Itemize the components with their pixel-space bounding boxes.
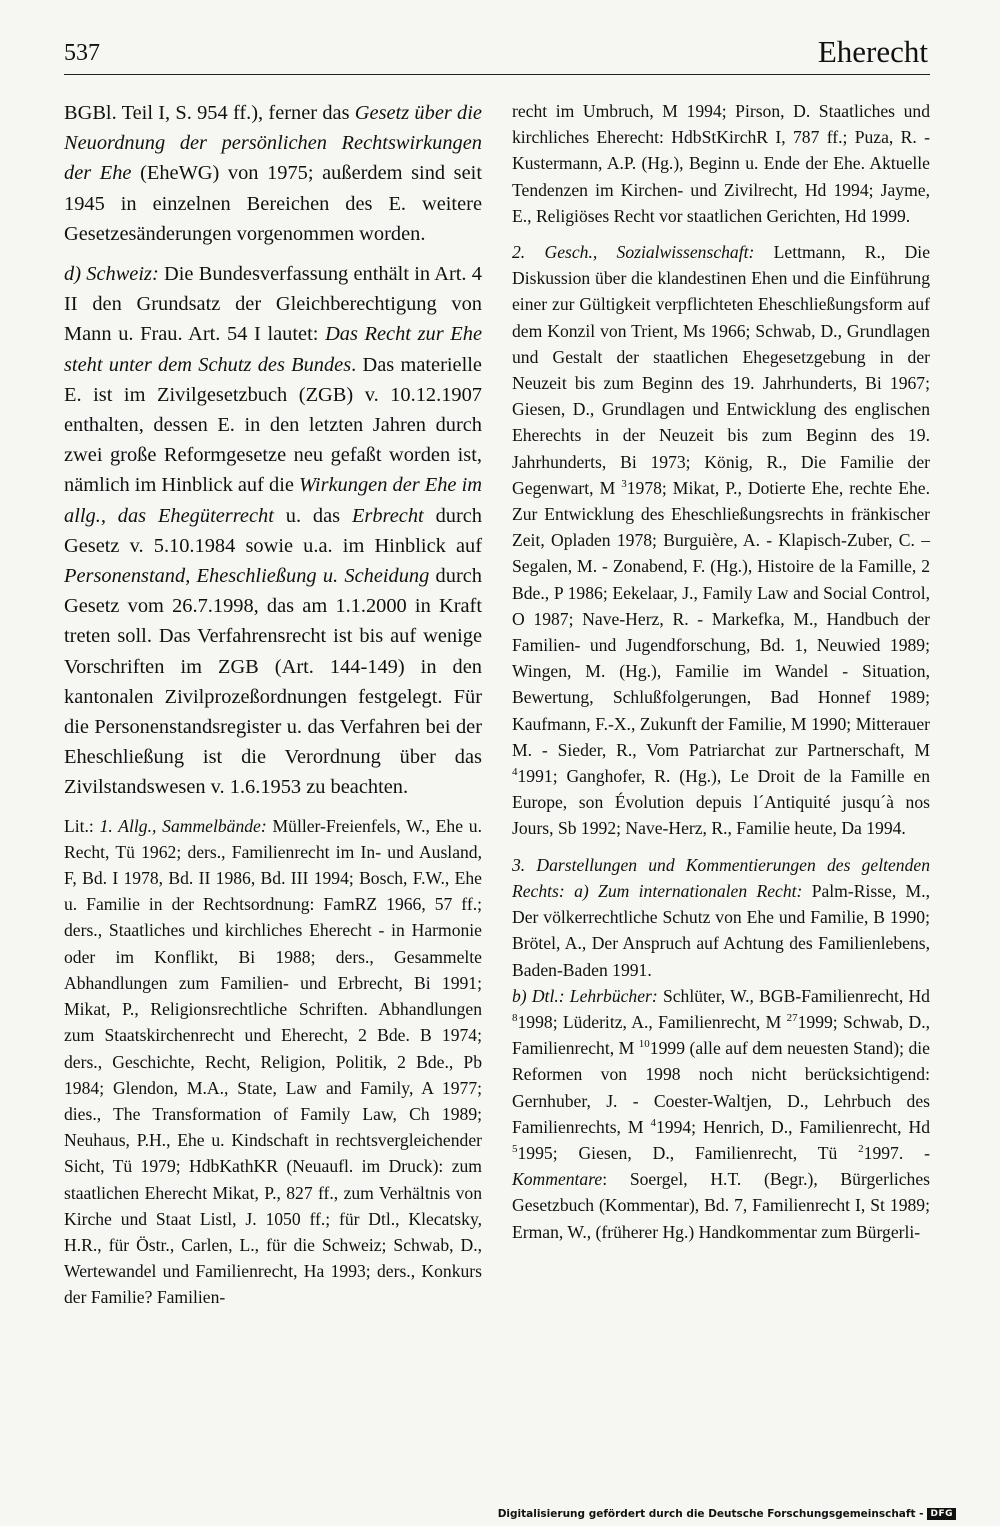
page-number: 537 xyxy=(64,40,100,66)
paragraph-literature-general: Lit.: 1. Allg., Sammelbände: Müller-Freienfels, W., Ehe u. Recht, Tü 1962; ders., Familienrecht im In- und Ausland, F, Bd. I 1978, Bd. II 1986, Bd. III 1994; Bosch, F.W., Ehe u. Familie in der Rechtsordnung: FamRZ 1966, 57 ff.; ders., Staatliches und kirchliches Eherecht - in Harmonie oder im Konflikt, Bi 1988; ders., Gesammelte Abhandlungen zum Familien- und Erbrecht, Bi 1991; Mikat, P., Religionsrechtliche Schriften. Abhandlungen zum Staatskirchenrecht und Eherecht, 2 Bde. B 1974; ders., Geschichte, Recht, Religion, Politik, 2 Bde., Pb 1984; Glendon, M.A., State, Law and Family, A 1977; dies., The Transformation of Family Law, Ch 1989; Neuhaus, P.H., Ehe u. Kindschaft in rechtsvergleichender Sicht, Tü 1979; HdbKathKR (Neuaufl. im Druck): zum staatlichen Eherecht Mikat, P., 827 ff., zum Verhältnis von Kirche und Staat Listl, J. 1050 ff.; für Dtl., Klecatsky, H.R., für Östr., Carlen, L., für die Schweiz; Schwab, D., Wertewandel und Familienrecht, Ha 1993; ders., Konkurs der Familie? Familien- xyxy=(64,815,482,1308)
footer-text: Digitalisierung gefördert durch die Deutsche Forschungsgemeinschaft - xyxy=(497,1508,924,1520)
paragraph-literature-continued: recht im Umbruch, M 1994; Pirson, D. Staatliches und kirchliches Eherecht: HdbStKirchR I, 787 ff.; Puza, R. - Kustermann, A.P. (Hg.), Beginn u. Ende der Ehe. Aktuelle Tendenzen im Kirchen- und Zivilrecht, Hd 1994; Jayme, E., Religiöses Recht vor staatlichen Gerichten, Hd 1999. xyxy=(512,101,930,226)
paragraph-international-law: 3. Darstellungen und Kommentierungen des geltenden Rechts: a) Zum internationalen Recht: Palm-Risse, M., Der völkerrechtliche Schutz von Ehe und Familie, B 1990; Brötel, A., Der Anspruch auf Achtung des Familienlebens, Baden-Baden 1991. xyxy=(512,854,931,980)
paragraph-germany-textbooks: b) Dtl.: Lehrbücher: Schlüter, W., BGB-Familienrecht, Hd $^8$1998; Lüderitz, A., Familienrecht, M $^{27}$1999; Schwab, D., Familienrecht, M $^{10}$1999 (alle auf dem neuesten Stand); die Reformen von 1998 noch nicht berücksichtigend: Gernhuber, J. - Coester-Waltjen, D., Lehrbuch des Familienrechts, M $^4$1994; Henrich, D., Familienrecht, Hd $^5$1995; Giesen, D., Familienrecht, Tü $^2$1997. - Kommentare: Soergel, H.T. (Begr.), Bürgerliches Gesetzbuch (Kommentar), Bd. 7, Familienrecht I, St 1989; Erman, W., (früherer Hg.) Handkommentar zum Bürgerli- xyxy=(512,985,930,1242)
dfg-logo-icon: DFG xyxy=(927,1508,956,1520)
right-column xyxy=(512,98,930,1255)
digitization-footer xyxy=(498,1508,956,1520)
paragraph-ehewg: BGBl. Teil I, S. 954 ff.), ferner das Gesetz über die Neuordnung der persönlichen Rechtswirkungen der Ehe (EheWG) von 1975; außerdem sind seit 1945 in einzelnen Bereichen des E. weitere Gesetzesänderungen vorgenommen worden. xyxy=(64,102,482,245)
paragraph-schweiz: d) Schweiz: Die Bundesverfassung enthält in Art. 4 II den Grundsatz der Gleichberechtigung von Mann u. Frau. Art. 54 I lautet: Das Recht zur Ehe steht unter dem Schutz des Bundes. Das materielle E. ist im Zivilgesetzbuch (ZGB) v. 10.12.1907 enthalten, dessen E. in den letzten Jahren durch zwei große Reformgesetze neu gefaßt worden ist, nämlich im Hinblick auf die Wirkungen der Ehe im allg., das Ehegüterrecht u. das Erbrecht durch Gesetz v. 5.10.1984 sowie u.a. im Hinblick auf Personenstand, Eheschließung u. Scheidung durch Gesetz vom 26.7.1998, das am 1.1.2000 in Kraft treten soll. Das Verfahrensrecht ist bis auf wenige Vorschriften im ZGB (Art. 144-149) in den kantonalen Zivilprozeßordnungen festgelegt. Für die Personenstandsregister u. das Verfahren bei der Eheschließung ist die Verordnung über das Zivilstandswesen v. 1.6.1953 zu beachten. xyxy=(64,263,482,799)
paragraph-history-sociology: 2. Gesch., Sozialwissenschaft: Lettmann, R., Die Diskussion über die klandestinen Ehen und die Einführung einer zur Gültigkeit verpflichteten Eheschließungsform auf dem Konzil von Trient, Ms 1966; Schwab, D., Grundlagen und Gestalt der staatlichen Ehegesetzgebung in der Neuzeit bis zum Beginn des 19. Jahrhunderts, Bi 1967; Giesen, D., Grundlagen und Entwicklung des englischen Eherechts in der Neuzeit bis zum Beginn des 19. Jahrhunderts, Bi 1973; König, R., Die Familie der Gegenwart, M $^3$1978; Mikat, P., Dotierte Ehe, rechte Ehe. Zur Entwicklung des Eheschließungsrechts in fränkischer Zeit, Opladen 1978; Burguière, A. - Klapisch-Zuber, C. – Segalen, M. - Zonabend, F. (Hg.), Histoire de la Famille, 2 Bde., P 1986; Eekelaar, J., Family Law and Social Control, O 1987; Nave-Herz, R. - Markefka, M., Handbuch der Familien- und Jugendforschung, Bd. 1, Neuwied 1989; Wingen, M. (Hg.), Familie im Wandel - Situation, Bewertung, Schlußfolgerungen, Bad Honnef 1989; Kaufmann, F.-X., Zukunft der Familie, M 1990; Mitterauer M. - Sieder, R., Vom Patriarchat zur Partnerschaft, M $^4$1991; Ganghofer, R. (Hg.), Le Droit de la Famille en Europe, son Évolution depuis l´Antiquité jusqu´à nos Jours, Sb 1992; Nave-Herz, R., Familie heute, Da 1994. xyxy=(512,242,931,839)
running-head: Eherecht xyxy=(817,34,928,69)
left-column xyxy=(64,98,482,1321)
header-rule xyxy=(64,74,930,75)
